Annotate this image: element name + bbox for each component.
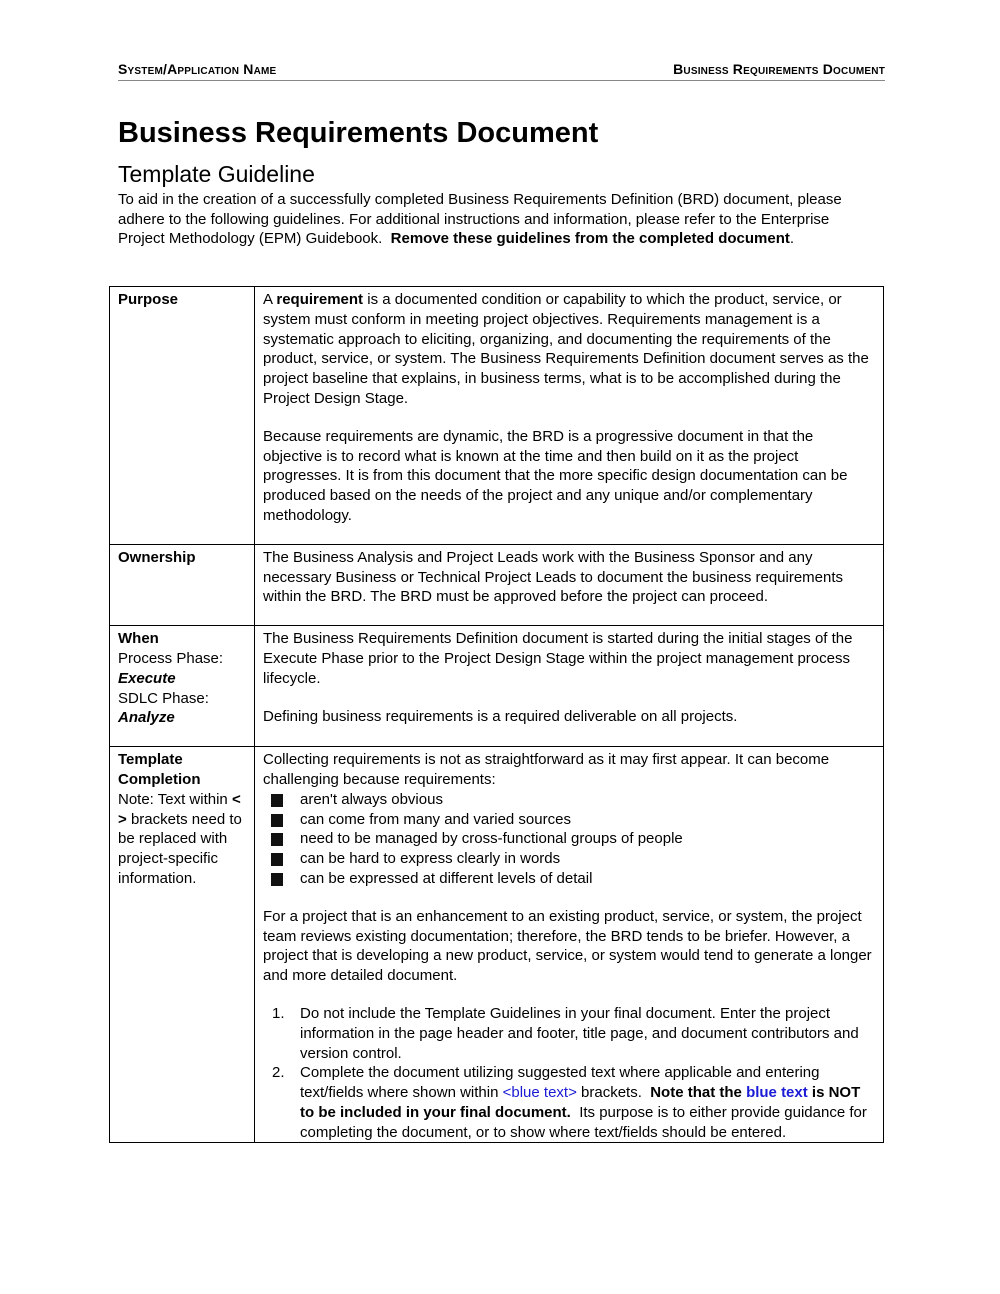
- ownership-label-cell: [110, 544, 255, 625]
- purpose-p1-rest: is a documented condition or capability to which the product, service, or system must conform in meeting project objectives. Requirements management is a systematic approach to eliciting, organizing, and documenting the requirements of the product, service, or system. The Business Requirements Definition document serves as the project baseline that explains, in business terms, what is to be accomplished during the Project Design Stage.: [263, 291, 869, 407]
- list-item: [263, 829, 875, 849]
- guideline-table: [109, 286, 884, 1143]
- intro-text: To aid in the creation of a successfully completed Business Requirements Definition (BRD) document, please adhere to the following guidelines. For additional instructions and information, please refer to the Enterprise Project Methodology (EPM) Guidebook.: [118, 191, 842, 248]
- table-row-ownership: [110, 544, 884, 625]
- square-bullet-icon: [271, 794, 283, 807]
- square-bullet-icon: [271, 814, 283, 827]
- step-number: 1.: [272, 1004, 285, 1022]
- template-completion-paragraph: For a project that is an enhancement to an existing product, service, or system, the project team reviews existing documentation; therefore, the BRD tends to be briefer. However, a project that is developing a new product, service, or system would tend to generate a longer and more detailed document.: [263, 907, 872, 985]
- process-phase-label: Process Phase:: [118, 649, 224, 667]
- ownership-paragraph: The Business Analysis and Project Leads work with the Business Sponsor and any necessary Business or Technical Project Leads to document the business requirements within the BRD. The BRD must be approved before the project can proceed.: [263, 548, 844, 606]
- step-number: 2.: [272, 1064, 285, 1082]
- square-bullet-icon: [271, 833, 283, 846]
- bullet-text: can come from many and varied sources: [300, 810, 571, 828]
- step-2-text-end: Its purpose is to either provide guidance for completing the document, or to show where text/fields should be entered.: [300, 1103, 867, 1141]
- ownership-content-cell: [255, 544, 884, 625]
- template-completion-intro: Collecting requirements is not as straightforward as it may first appear. It can become challenging because requirements:: [263, 751, 830, 788]
- step-1-text: Do not include the Template Guidelines in your final document. Enter the project information in the page header and footer, title page, and document contributors and version control.: [300, 1004, 859, 1062]
- list-item: [263, 869, 875, 889]
- ownership-label: Ownership: [118, 548, 196, 566]
- table-row-when: [110, 626, 884, 747]
- note-brackets: < >: [118, 790, 241, 828]
- purpose-label: Purpose: [118, 291, 179, 308]
- sdlc-phase-label: SDLC Phase:: [118, 689, 209, 707]
- note-text-end: brackets need to be replaced with project-specific information.: [118, 810, 242, 887]
- blue-text-placeholder: <blue text>: [502, 1084, 577, 1102]
- template-completion-label-cell: [110, 747, 255, 1143]
- when-paragraph-2: Defining business requirements is a required deliverable on all projects.: [263, 707, 738, 725]
- bullet-text: can be expressed at different levels of detail: [300, 869, 593, 887]
- page-header: [118, 60, 885, 81]
- sdlc-phase-value: Analyze: [118, 709, 175, 727]
- purpose-label-cell: [110, 287, 255, 545]
- step-2-note-start: Note that the: [650, 1084, 742, 1102]
- when-content-cell: [255, 626, 884, 747]
- blue-text-term: blue text: [746, 1084, 808, 1102]
- purpose-requirement-term: requirement: [276, 291, 364, 308]
- header-system-name: System/Application Name: [118, 61, 277, 77]
- process-phase-value: Execute: [118, 669, 176, 687]
- instructions-numbered-list: [263, 1004, 875, 1143]
- purpose-paragraph-1: [263, 290, 875, 409]
- purpose-content-cell: [255, 287, 884, 545]
- when-paragraph-1: The Business Requirements Definition document is started during the initial stages of the Execute Phase prior to the Project Design Stage within the project management process lifecycle.: [263, 630, 853, 687]
- list-item: [263, 810, 875, 830]
- list-item: [263, 790, 875, 810]
- when-label-cell: [110, 626, 255, 747]
- list-item: [263, 849, 875, 869]
- intro-paragraph: To aid in the creation of a successfully completed Business Requirements Definition (BRD) document, please adhere to the following guidelines. For additional instructions and information, please refer to the Enterprise Project Methodology (EPM) Guidebook. Remove these guidelines from the completed document.: [118, 191, 842, 248]
- intro-bold-instruction: Remove these guidelines from the completed document: [390, 230, 790, 248]
- step-2-text-start: Complete the document utilizing suggested text where applicable and entering text/fields where shown within: [300, 1064, 820, 1102]
- bullet-text: need to be managed by cross-functional groups of people: [300, 830, 683, 848]
- table-row-purpose: [110, 287, 884, 545]
- header-document-name: Business Requirements Document: [673, 61, 885, 77]
- square-bullet-icon: [271, 873, 283, 886]
- document-title: Business Requirements Document: [118, 117, 599, 149]
- document-subtitle: Template Guideline: [118, 161, 315, 187]
- square-bullet-icon: [271, 853, 283, 866]
- note-text-start: Note: Text within: [118, 790, 228, 808]
- requirements-bullet-list: [263, 790, 875, 889]
- list-item: [263, 1004, 875, 1063]
- table-row-template-completion: [110, 747, 884, 1143]
- list-item: [263, 1063, 875, 1142]
- step-2-note-end: is NOT to be included in your final document.: [300, 1084, 861, 1121]
- template-completion-label: Template Completion: [118, 751, 201, 788]
- purpose-p1-start: A: [263, 291, 273, 308]
- template-completion-content-cell: [255, 747, 884, 1143]
- bullet-text: aren't always obvious: [300, 790, 443, 808]
- step-2-brackets-text: brackets.: [581, 1084, 642, 1102]
- bullet-text: can be hard to express clearly in words: [300, 850, 561, 868]
- when-label: When: [118, 630, 159, 648]
- purpose-paragraph-2: Because requirements are dynamic, the BRD is a progressive document in that the objective is to record what is known at the time and then build on it as the project progresses. It is from this document that the more specific design documentation can be produced based on the needs of the project and any unique and/or complementary methodology.: [263, 427, 848, 524]
